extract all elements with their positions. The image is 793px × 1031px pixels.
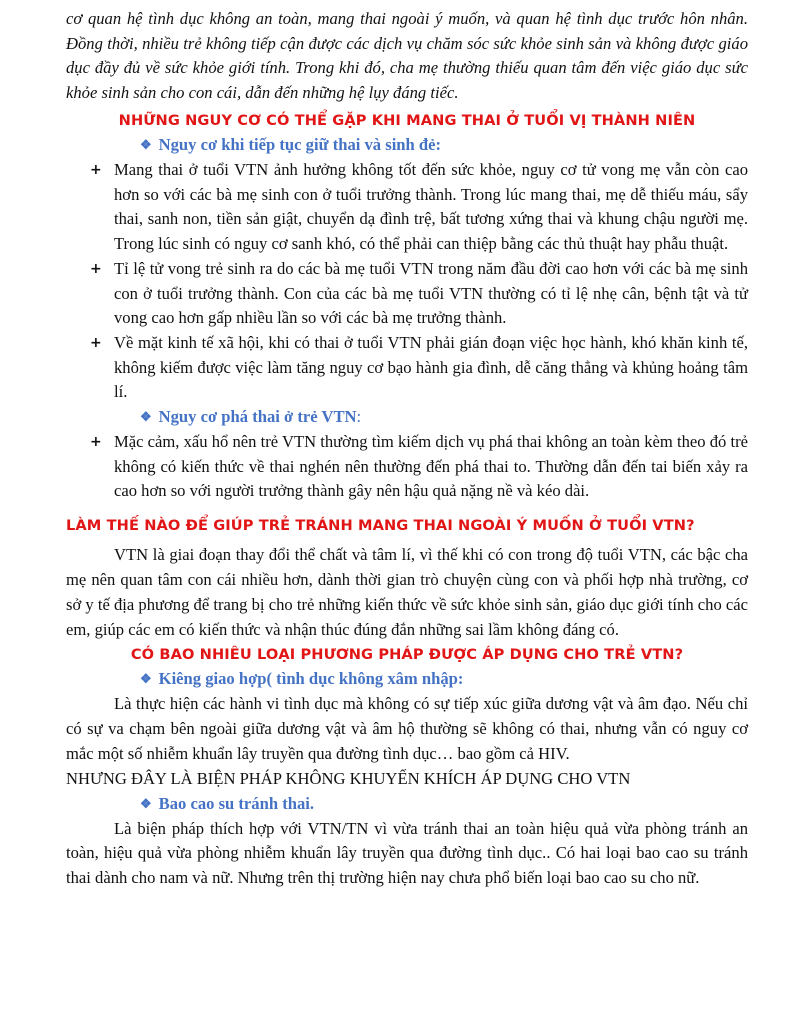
subheading-text: Nguy cơ khi tiếp tục giữ thai và sinh đẻ: xyxy=(158,135,442,154)
list-item-text: Mang thai ở tuổi VTN ảnh hưởng không tốt đến sức khỏe, nguy cơ tử vong mẹ vẫn còn cao hơn so với các bà mẹ sinh con ở tuổi trưởng thành. Trong lúc mang thai, mẹ dễ thiếu máu, sẩy thai, sanh non, tiền sản giật, chuyển dạ đình trệ, bất tương xứng thai và khung chậu người mẹ. Trong lúc sinh có nguy cơ sanh khó, có thể phải can thiệp bằng các thủ thuật hay phẫu thuật. xyxy=(114,160,748,254)
subheading-condom xyxy=(66,792,748,817)
document-page xyxy=(66,0,748,891)
section-heading-prevention: LÀM THẾ NÀO ĐỂ GIÚP TRẺ TRÁNH MANG THAI NGOÀI Ý MUỐN Ở TUỔI VTN? xyxy=(66,517,695,535)
diamond-bullet-icon: ❖ xyxy=(140,795,152,811)
list-item xyxy=(66,257,748,331)
diamond-bullet-icon: ❖ xyxy=(140,409,152,425)
subheading-suffix: : xyxy=(356,407,362,427)
subheading-continue-pregnancy xyxy=(66,133,748,158)
subheading-abortion-risk xyxy=(66,405,748,430)
plus-bullet-icon: + xyxy=(90,162,102,178)
abstinence-paragraph: Là thực hiện các hành vi tình dục mà không có sự tiếp xúc giữa dương vật và âm đạo. Nếu chỉ có sự va chạm bên ngoài giữa dương vật và âm hộ thường sẽ không có thai, nhưng vẫn có nguy cơ mắc một số nhiễm khuẩn lây truyền qua đường tình dục… bao gồm cả HIV. xyxy=(66,694,748,763)
intro-paragraph: cơ quan hệ tình dục không an toàn, mang thai ngoài ý muốn, và quan hệ tình dục trước hôn nhân. Đồng thời, nhiều trẻ không tiếp cận được các dịch vụ chăm sóc sức khỏe sinh sản và không được giáo dục đầy đủ về sức khỏe giới tính. Trong khi đó, cha mẹ thường thiếu quan tâm đến việc giáo dục sức khỏe sinh sản cho con cái, dẫn đến những hệ lụy đáng tiếc. xyxy=(66,9,748,102)
list-item xyxy=(66,331,748,405)
list-item-text: Tỉ lệ tử vong trẻ sinh ra do các bà mẹ tuổi VTN trong năm đầu đời cao hơn với các bà mẹ sinh con ở tuổi trưởng thành. Con của các bà mẹ tuổi VTN thường có tỉ lệ nhẹ cân, bệnh tật và tử vong cao hơn gấp nhiều lần so với các bà mẹ trưởng thành. xyxy=(114,258,748,328)
plus-bullet-icon: + xyxy=(90,260,102,277)
prevention-paragraph: VTN là giai đoạn thay đổi thể chất và tâm lí, vì thế khi có con trong độ tuổi VTN, các bậc cha mẹ nên quan tâm con cái nhiều hơn, dành thời gian trò chuyện cùng con và phối hợp nhà trường, cơ sở y tế địa phương để trang bị cho trẻ những kiến thức về sức khỏe sinh sản, giáo dục giới tính cho các em, giúp các em có kiến thức và nhận thúc đúng đắn những sai lầm không đáng có. xyxy=(66,545,748,639)
plus-bullet-icon: + xyxy=(90,434,102,451)
list-item-text: Về mặt kinh tế xã hội, khi có thai ở tuổi VTN phải gián đoạn việc học hành, khó khăn kinh tế, không kiếm được việc làm tăng nguy cơ bạo hành gia đình, dễ căng thẳng và khủng hoảng tâm lí. xyxy=(114,332,748,402)
diamond-bullet-icon: ❖ xyxy=(140,137,152,152)
diamond-bullet-icon: ❖ xyxy=(140,671,152,687)
list-item-text: Mặc cảm, xấu hổ nên trẻ VTN thường tìm kiếm dịch vụ phá thai không an toàn kèm theo đó trẻ không có kiến thức về thai nghén nên thường đến phá thai to. Thường dẫn đến tai biến xảy ra cao hơn so với người trưởng thành gây nên hậu quả nặng nề và kéo dài. xyxy=(114,432,748,501)
subheading-abstinence xyxy=(66,667,748,692)
plus-bullet-icon: + xyxy=(90,334,102,351)
list-item xyxy=(66,158,748,257)
abstinence-warning: NHƯNG ĐÂY LÀ BIỆN PHÁP KHÔNG KHUYẾN KHÍCH ÁP DỤNG CHO VTN xyxy=(66,768,631,788)
subheading-text: Nguy cơ phá thai ở trẻ VTN xyxy=(158,407,357,427)
section-heading-methods: CÓ BAO NHIÊU LOẠI PHƯƠNG PHÁP ĐƯỢC ÁP DỤNG CHO TRẺ VTN? xyxy=(130,646,684,664)
subheading-text: Kiêng giao hợp( tình dục không xâm nhập: xyxy=(158,669,464,689)
subheading-text: Bao cao su tránh thai. xyxy=(158,793,315,813)
condom-paragraph: Là biện pháp thích hợp với VTN/TN vì vừa tránh thai an toàn hiệu quả vừa phòng tránh an toàn, hiệu quả vừa phòng nhiễm khuẩn lây truyền qua đường tình dục.. Có hai loại bao cao su tránh thai dành cho nam và nữ. Nhưng trên thị trường hiện nay chưa phổ biến loại bao cao su cho nữ. xyxy=(66,818,748,888)
list-item xyxy=(66,430,748,504)
section-heading-risks: NHỮNG NGUY CƠ CÓ THỂ GẶP KHI MANG THAI Ở TUỔI VỊ THÀNH NIÊN xyxy=(118,112,696,129)
